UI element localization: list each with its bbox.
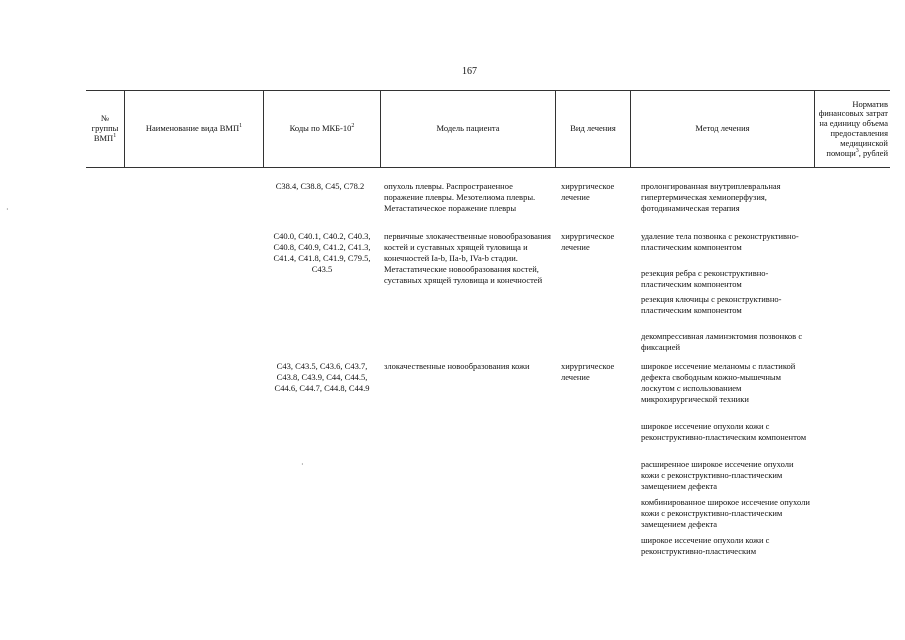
row-2-method-1: удаление тела позвонка с реконструктивно-пластическим компонентом [641,231,799,252]
footnote-mark: 1 [239,123,243,130]
header-treatment-type-text: Вид лечения [570,123,616,134]
header-method-text: Метод лечения [695,123,750,134]
footnote-mark: 2 [351,123,355,130]
header-norm-suffix: , рублей [858,147,888,158]
footnote-mark: 3 [855,147,859,154]
row-2-method-3: резекция ключицы с реконструктивно-пластическим компонентом [641,294,782,315]
row-1-treatment-type: хирургическое лечение [561,181,615,202]
row-1-method-1: пролонгированная внутриплевральная гипертермическая хемиоперфузия, фотодинамическая терапия [641,181,781,213]
row-2-patient-model: первичные злокачественные новообразования костей и суставных хрящей туловища и конечностей Ia-b, IIa-b, IVa-b стадии. Метастатические новообразования костей, суставных хрящей туловища и конечностей [384,231,551,285]
row-3-codes: C43, C43.5, C43.6, C43.7, C43.8, C43.9, C44, C44.5, C44.6, C44.7, C44.8, C44.9 [274,361,370,393]
row-3-method-3: расширенное широкое иссечение опухоли кожи с реконструктивно-пластическим замещением дефекта [641,459,794,491]
row-3-method-4: комбинированное широкое иссечение опухоли кожи с реконструктивно-пластическим замещением дефекта [641,497,810,529]
header-patient-model-text: Модель пациента [436,123,500,134]
header-codes [264,90,380,168]
row-1-codes: C38.4, C38.8, C45, C78.2 [275,181,365,191]
header-patient-model [381,90,555,168]
header-method [631,90,814,168]
row-2-method-2: резекция ребра с реконструктивно-пластическим компонентом [641,268,769,289]
scan-speck: · [6,205,9,214]
row-2-codes: C40.0, C40.1, C40.2, C40.3, C40.8, C40.9, C41.2, C41.3, C41.4, C41.8, C41.9, C79.5, C43.5 [273,231,371,274]
footnote-mark: 1 [113,133,117,140]
table-header [86,90,890,168]
header-codes-text: Коды по МКБ-10 [289,123,352,134]
scan-speck: · [301,460,304,469]
page-number: 167 [462,66,477,77]
header-treatment-type [556,90,630,168]
row-3-method-2: широкое иссечение опухоли кожи с реконструктивно-пластическим компонентом [641,421,807,442]
header-norm [815,90,890,168]
header-norm-text: Норматив финансовых затрат на единицу объема предоставления медицинской помощи [818,98,888,158]
row-3-method-1: широкое иссечение меланомы с пластикой дефекта свободным кожно-мышечным лоскутом с использованием микрохирургической техники [641,361,796,404]
header-vmp-name [125,90,263,168]
row-2-treatment-type: хирургическое лечение [561,231,615,252]
header-group-no-text: № группы ВМП [91,113,119,143]
row-3-method-5: широкое иссечение опухоли кожи с реконструктивно-пластическим [641,535,770,556]
header-group-no [86,90,124,168]
row-1-patient-model: опухоль плевры. Распространенное поражение плевры. Мезотелиома плевры. Метастатическое поражение плевры [384,181,536,213]
row-2-method-4: декомпрессивная ламинэктомия позвонков с фиксацией [641,331,803,352]
header-vmp-name-text: Наименование вида ВМП [145,123,240,134]
row-3-patient-model: злокачественные новообразования кожи [384,361,530,371]
row-3-treatment-type: хирургическое лечение [561,361,615,382]
